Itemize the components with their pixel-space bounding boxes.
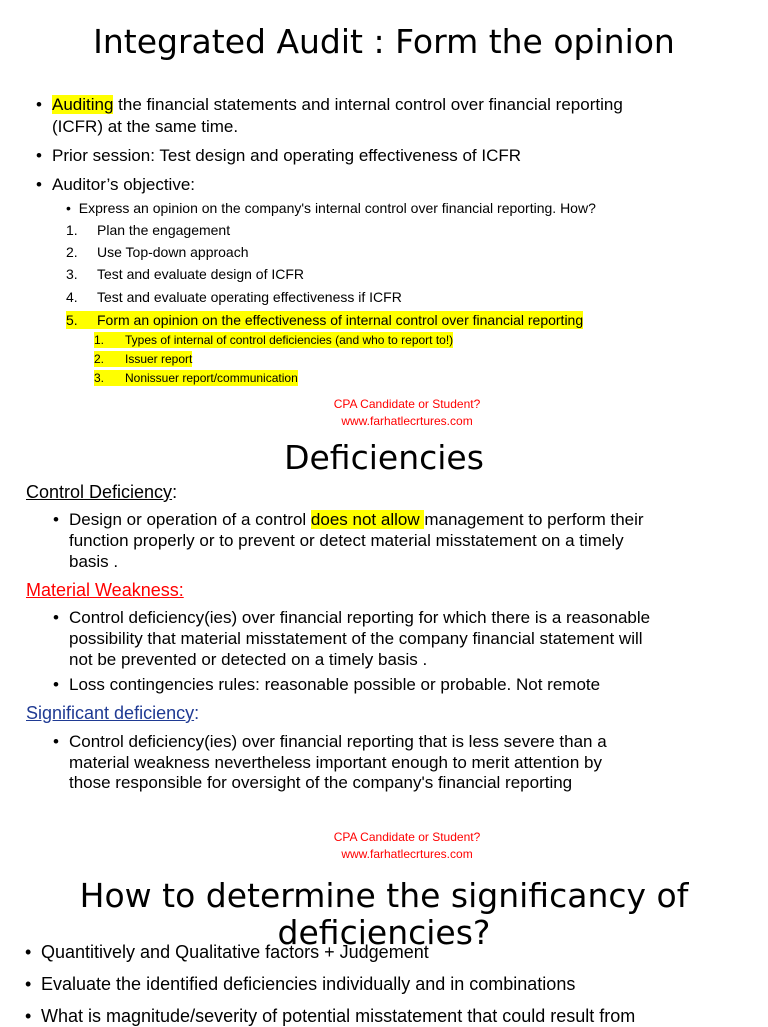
material-weakness-line3: not be prevented or detected on a timely basis .: [69, 650, 428, 669]
bullet-text: Express an opinion on the company's internal control over financial reporting. How?: [78, 200, 596, 216]
material-weakness-heading: [26, 580, 184, 601]
substep-text: Issuer report: [125, 352, 193, 366]
substep-2: [94, 351, 192, 367]
bullet-dot: •: [25, 1006, 32, 1026]
step-5: [66, 311, 583, 329]
substep-number: 1.: [94, 333, 105, 347]
substep-text: Types of internal of control deficiencies (and who to report to!): [125, 333, 454, 347]
bullet-text: Control deficiency(ies) over financial reporting that is less severe than a: [69, 732, 607, 751]
slide1-title: Integrated Audit : Form the opinion: [93, 22, 675, 61]
step-number: 2.: [66, 244, 78, 260]
bullet-text: the financial statements and internal control over financial reporting: [113, 95, 623, 114]
significant-deficiency-line3: those responsible for oversight of the company's financial reporting: [69, 773, 573, 792]
bullet-dot: •: [36, 175, 42, 194]
substep-1: [94, 332, 453, 348]
slide2-title: Deficiencies: [284, 438, 484, 477]
step-number: 4.: [66, 289, 78, 305]
step-number: 3.: [66, 266, 78, 282]
bullet-text-cont: management to perform their: [424, 510, 644, 529]
bullet-text: Auditor’s objective:: [52, 175, 196, 194]
bullet-text: Evaluate the identified deficiencies individually and in combinations: [41, 974, 576, 994]
slide3-bullet-1: [25, 942, 429, 963]
bullet-text: Loss contingencies rules: reasonable possible or probable. Not remote: [69, 675, 601, 694]
slide3-title-line1: How to determine the significancy of: [79, 876, 689, 915]
bullet-dot: •: [53, 510, 59, 529]
significant-deficiency-bullet: [53, 731, 607, 752]
slide1-promo-line1: CPA Candidate or Student?: [333, 397, 481, 411]
bullet-text: Quantitively and Qualitative factors + Judgement: [41, 942, 429, 962]
bullet-text: Control deficiency(ies) over financial reporting for which there is a reasonable: [69, 608, 651, 627]
control-deficiency-line3: basis .: [69, 552, 119, 571]
slide3-bullet-2: [25, 974, 576, 995]
step-text: Test and evaluate operating effectiveness if ICFR: [97, 289, 402, 305]
substep-number: 3.: [94, 371, 105, 385]
bullet-dot: •: [66, 200, 71, 216]
bullet-text: Design or operation of a control: [69, 510, 311, 529]
heading-text: Material Weakness:: [26, 580, 184, 600]
significant-deficiency-line2: material weakness nevertheless important enough to merit attention by: [69, 753, 602, 772]
step-4: [66, 288, 402, 306]
substep-number: 2.: [94, 352, 105, 366]
bullet-text: Prior session: Test design and operating effectiveness of ICFR: [52, 146, 522, 165]
step-text: Form an opinion on the effectiveness of internal control over financial reporting: [97, 312, 584, 328]
slide1-bullet-1: [36, 94, 623, 115]
substep-3: [94, 370, 298, 386]
control-deficiency-bullet: [53, 509, 644, 530]
step-1: [66, 221, 230, 239]
slide2-promo-link[interactable]: www.farhatlecrtures.com: [341, 847, 473, 861]
bullet-dot: •: [53, 732, 59, 751]
step-number: 1.: [66, 222, 78, 238]
material-weakness-line2: possibility that material misstatement of the company financial statement will: [69, 629, 643, 648]
bullet-text: What is magnitude/severity of potential misstatement that could result from: [41, 1006, 636, 1026]
substep-text: Nonissuer report/communication: [125, 371, 298, 385]
slide3-title-line2: deficiencies?: [277, 913, 491, 952]
step-text: Plan the engagement: [97, 222, 231, 238]
heading-text: Significant deficiency: [26, 703, 195, 723]
step-text: Use Top-down approach: [97, 244, 249, 260]
material-weakness-bullet-1: [53, 607, 651, 628]
bullet-dot: •: [25, 942, 32, 962]
heading-text: Control Deficiency: [26, 482, 173, 502]
highlighted-phrase: does not allow: [310, 510, 425, 529]
control-deficiency-line2: function properly or to prevent or detect material misstatement on a timely: [69, 531, 624, 550]
slide1-sub-bullet: [66, 199, 596, 217]
step-2: [66, 243, 249, 261]
material-weakness-bullet-2: [53, 674, 601, 695]
bullet-dot: •: [25, 974, 32, 994]
slide1-bullet-2: [36, 145, 522, 166]
bullet-dot: •: [36, 95, 42, 114]
highlighted-word: Auditing: [52, 95, 114, 114]
slide1-bullet-1-line2: (ICFR) at the same time.: [52, 117, 239, 136]
heading-colon: :: [172, 482, 178, 502]
slide1-bullet-3: [36, 174, 196, 195]
significant-deficiency-heading: [26, 703, 199, 724]
step-text: Test and evaluate design of ICFR: [97, 266, 305, 282]
bullet-dot: •: [53, 675, 59, 694]
slide1-promo-link[interactable]: www.farhatlecrtures.com: [341, 414, 473, 428]
step-3: [66, 265, 304, 283]
control-deficiency-heading: [26, 482, 177, 503]
slide2-promo-line1: CPA Candidate or Student?: [333, 830, 481, 844]
heading-colon: :: [194, 703, 200, 723]
step-number: 5.: [66, 312, 78, 328]
bullet-dot: •: [36, 146, 42, 165]
bullet-dot: •: [53, 608, 59, 627]
